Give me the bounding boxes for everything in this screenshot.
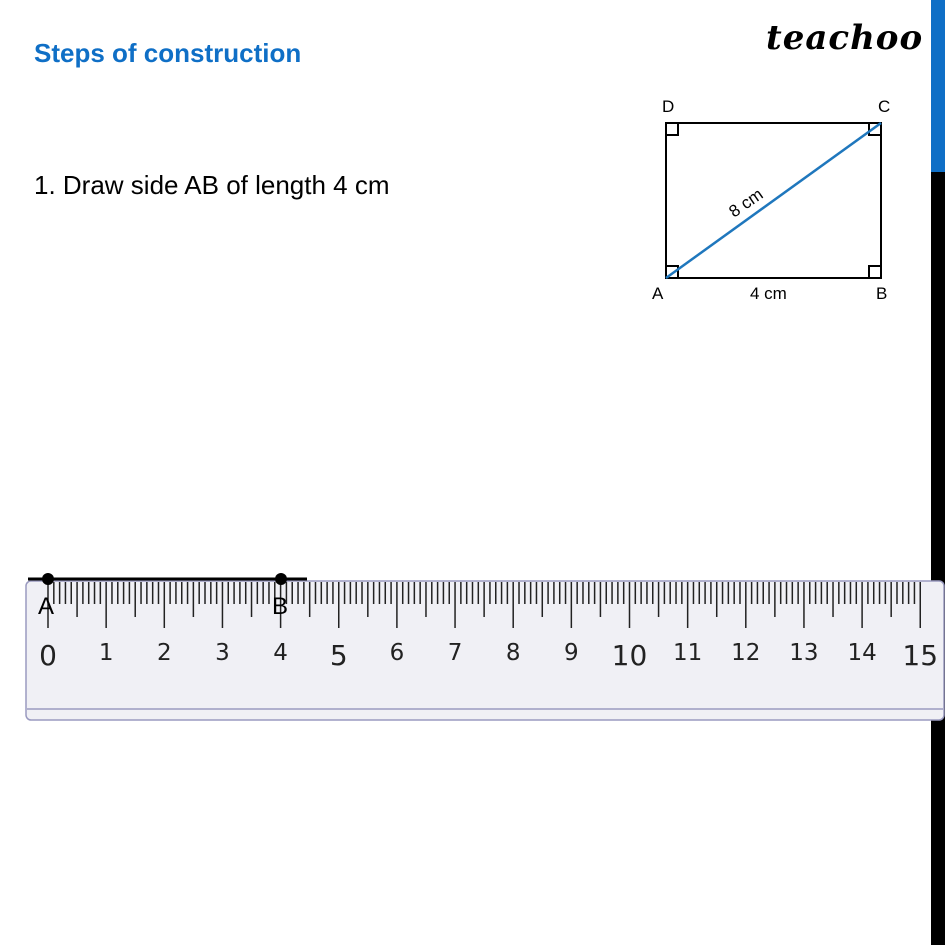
ruler-label: 0 xyxy=(39,639,57,672)
segment-label-b: B xyxy=(272,593,289,620)
ruler-label: 1 xyxy=(98,640,114,666)
side-ab-label: 4 cm xyxy=(750,284,787,303)
page-title: Steps of construction xyxy=(34,38,302,68)
ruler-label: 8 xyxy=(505,640,521,666)
ruler-label: 10 xyxy=(611,639,648,672)
ruler-label: 12 xyxy=(731,640,761,666)
ruler-label: 14 xyxy=(847,640,877,666)
point-b xyxy=(275,573,287,585)
ruler-label: 7 xyxy=(447,640,463,666)
segment-label-a: A xyxy=(38,593,55,620)
ruler-label: 6 xyxy=(389,640,405,666)
right-angle-d xyxy=(666,123,678,135)
ruler-label: 13 xyxy=(789,640,819,666)
ruler-label: 11 xyxy=(673,640,703,666)
label-c: C xyxy=(878,97,891,116)
teachoo-logo: teachoo xyxy=(766,18,924,58)
ruler-label: 9 xyxy=(564,640,579,666)
label-d: D xyxy=(662,97,675,116)
ruler-label: 2 xyxy=(156,640,172,666)
diagonal-ac xyxy=(666,123,881,278)
right-angle-b xyxy=(869,266,881,278)
ruler-label: 4 xyxy=(273,640,288,666)
ruler-label: 3 xyxy=(215,640,230,666)
label-b: B xyxy=(876,284,888,303)
ruler[interactable] xyxy=(26,581,944,720)
label-a: A xyxy=(652,284,664,303)
diagonal-label: 8 cm xyxy=(725,184,767,222)
point-a xyxy=(42,573,54,585)
step-1: 1. Draw side AB of length 4 cm xyxy=(34,170,390,200)
ruler-label: 5 xyxy=(329,639,348,672)
ruler-label: 15 xyxy=(902,639,939,672)
